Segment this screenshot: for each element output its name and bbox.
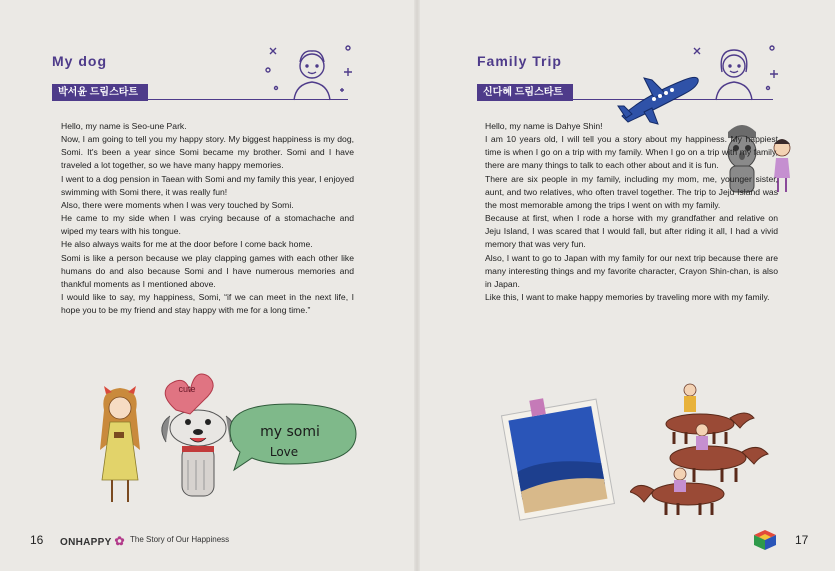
right-paragraph: Also, I want to go to Japan with my family for our next trip because there are many interesting things and my favorite character, Crayon Shin-chan, is also in Japan. [485, 252, 778, 289]
horses-drawing [630, 382, 770, 517]
left-paragraph: Hello, my name is Seo-une Park. [61, 121, 187, 131]
left-paragraph: I went to a dog pension in Taean with Somi and my family this year, I enjoyed swimming with Somi there, it was really fun! [61, 173, 354, 197]
bubble-line-2: Love [269, 445, 299, 459]
right-page [418, 0, 835, 571]
left-paragraph: Now, I am going to tell you my happy story. My biggest happiness is my dog, Somi. It's been a year since Somi became my brother. Somi and I have traveled a lot together, so we have many happy memories. [61, 134, 354, 171]
right-title: Family Trip [477, 53, 562, 69]
cube-logo-icon [752, 528, 778, 552]
heart-icon [165, 374, 213, 414]
left-paragraph: I would like to say, my happiness, Somi, “if we can meet in the next life, I hope you to be my friend and stay happy with me for a long time.” [61, 292, 354, 316]
left-page [0, 0, 417, 571]
left-title: My dog [52, 53, 107, 69]
right-paragraph: There are six people in my family, including my mom, me, younger sister, aunt, and two relatives, who often travel together. The trip to Jeju Island was the most memorable among the trips I went on with my family. [485, 173, 778, 210]
bubble-line-1: my somi [260, 424, 320, 440]
footer-subtitle: The Story of Our Happiness [130, 535, 230, 544]
left-paragraph: He came to my side when I was crying because of a stomachache and wiped my tears with his tongue. [61, 213, 354, 237]
dog-figure [162, 410, 234, 496]
boy-avatar-icon [262, 42, 362, 102]
right-page-number: 17 [795, 533, 809, 547]
airplane-drawing [614, 66, 704, 128]
left-page-number: 16 [30, 533, 44, 547]
left-paragraph: Also, there were moments when I was very touched by Somi. [61, 199, 294, 210]
right-body-text [485, 120, 778, 304]
right-paragraph: Hello, my name is Dahye Shin! [485, 121, 603, 131]
right-paragraph: Like this, I want to make happy memories by traveling more with my family. [485, 292, 770, 303]
right-author-tag: 신다혜 드림스타트 [477, 84, 573, 101]
right-paragraph: I am 10 years old, I will tell you a story about my happiness. My happiest time is when I go on a trip with my family. When I go on a trip with my family, there are many things to talk to each other about and it is fun. [485, 134, 778, 171]
postcard-drawing [496, 395, 616, 525]
girl-figure [100, 386, 140, 502]
footer-brand [60, 534, 125, 548]
right-paragraph: Because at first, when I rode a horse with my grandfather and relative on Jeju Island, I was scared that I would fall, but after riding it all, I had a vivid memory that was very fun. [485, 213, 778, 250]
heart-label: cute [178, 384, 196, 394]
footer-brand-text: ONHAPPY [60, 537, 112, 548]
left-paragraph: He also always waits for me at the door before I come back home. [61, 239, 313, 250]
left-body-text [61, 120, 354, 317]
flower-logo-icon: ✿ [114, 534, 125, 548]
dog-and-girl-drawing [90, 370, 370, 515]
left-paragraph: Somi is like a person because we play clapping games with each other like humans do and also because Somi and I have numerous memories and thankful moments as I mentioned above. [61, 252, 354, 289]
left-author-tag: 박서윤 드림스타트 [52, 84, 148, 101]
